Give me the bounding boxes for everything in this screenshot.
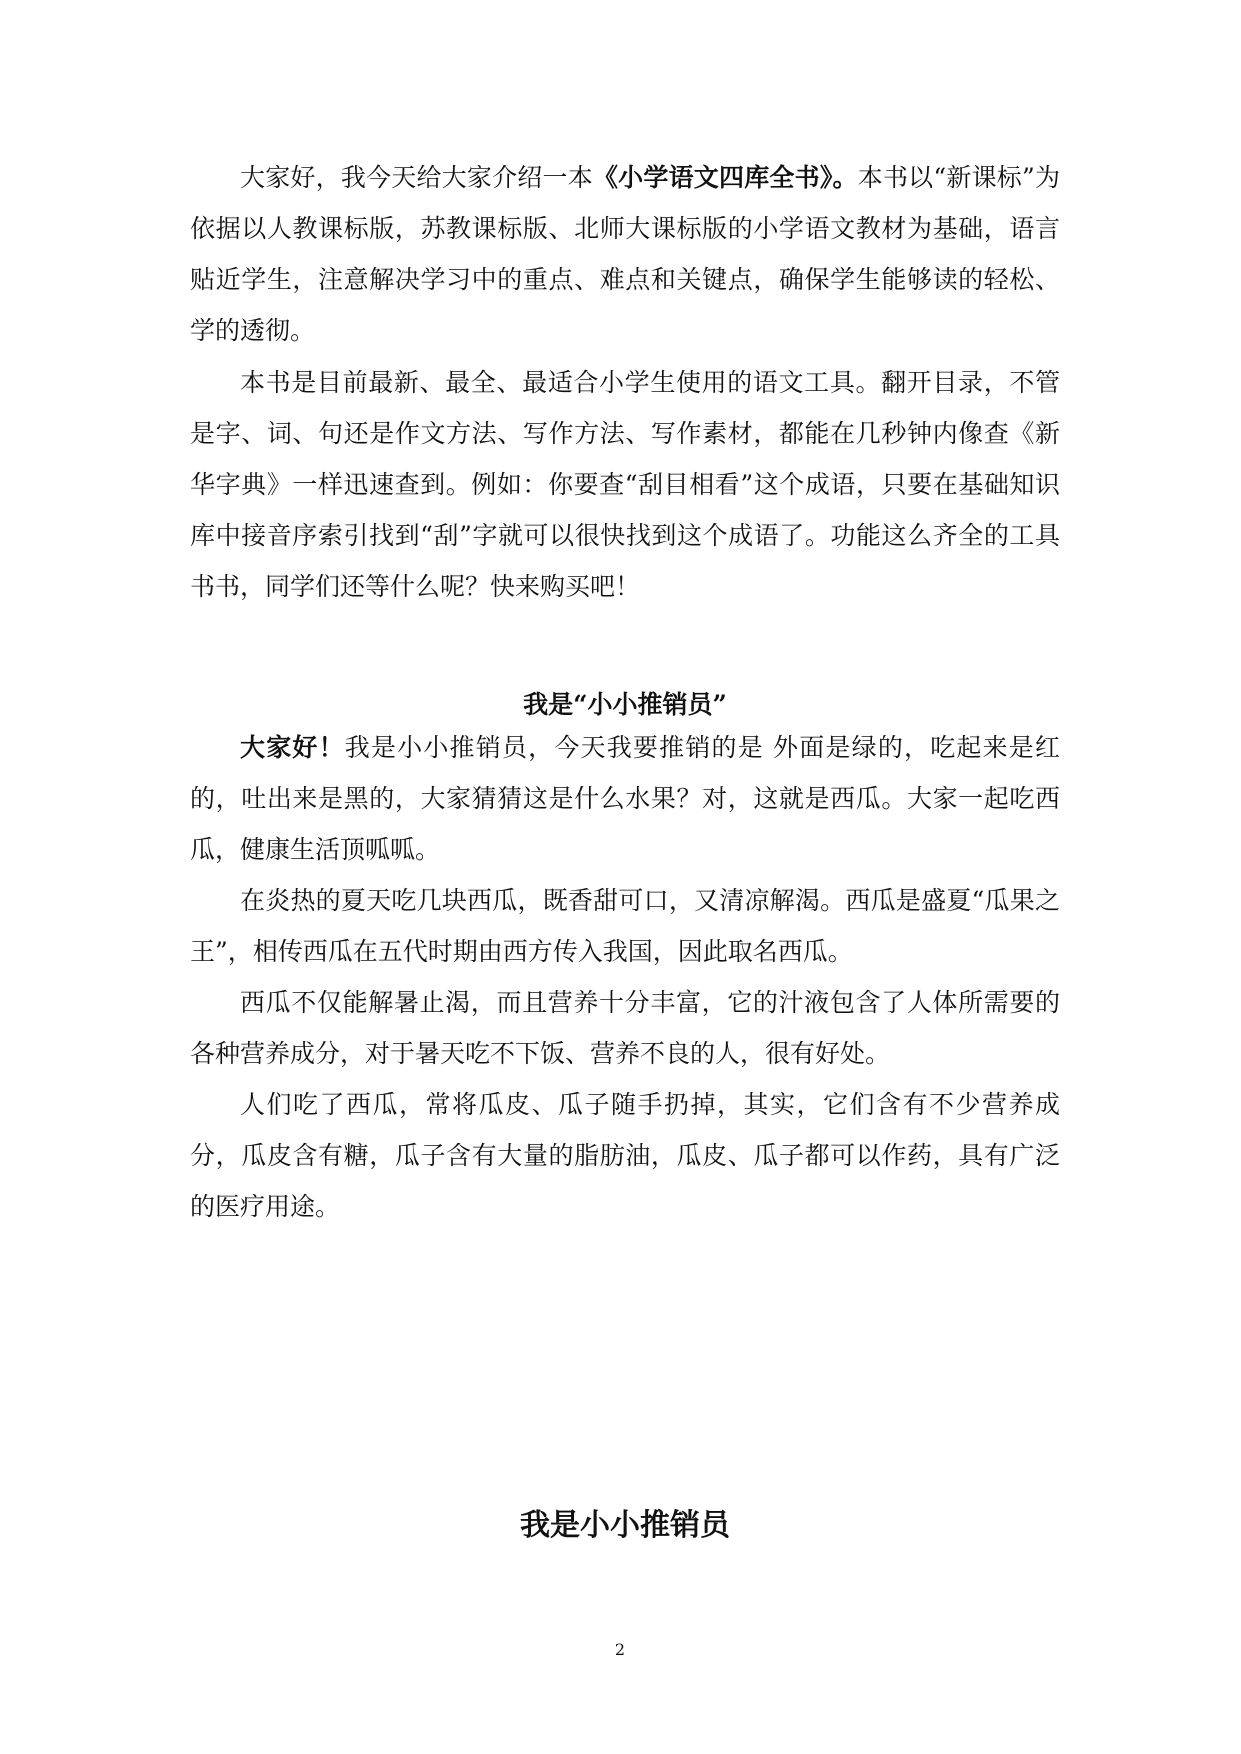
intro-text-rest: 本书以“新课标”为依据以人教课标版，苏教课标版、北师大课标版的小学语文教材为基础，语言贴近学生，注意解决学习中的重点、难点和关键点，确保学生能够读的轻松、学的透彻。 [190,163,1060,345]
section-heading-salesperson: 我是“小小推销员” [523,690,727,719]
greeting: 大家好！ [240,733,345,762]
page-number: 2 [614,1640,626,1659]
second-title: 我是小小推销员 [520,1508,730,1543]
intro-text-start: 大家好，我今天给大家介绍一本 [240,163,593,192]
book-title: 《小学语文四库全书》。 [592,163,858,192]
watermelon-nutrition-paragraph: 西瓜不仅能解暑止渴，而且营养十分丰富，它的汁液包含了人体所需要的各种营养成分，对于暑天吃不下饭、营养不良的人，很有好处。 [190,988,1060,1068]
watermelon-uses-paragraph: 人们吃了西瓜，常将瓜皮、瓜子随手扔掉，其实，它们含有不少营养成分，瓜皮含有糖，瓜子含有大量的脂肪油，瓜皮、瓜子都可以作药，具有广泛的医疗用途。 [190,1090,1060,1221]
intro-paragraph [190,152,1060,356]
watermelon-summer-paragraph: 在炎热的夏天吃几块西瓜，既香甜可口，又清凉解渴。西瓜是盛夏“瓜果之王”，相传西瓜在五代时期由西方传入我国，因此取名西瓜。 [190,886,1060,966]
book-features-paragraph: 本书是目前最新、最全、最适合小学生使用的语文工具。翻开目录，不管是字、词、句还是作文方法、写作方法、写作素材，都能在几秒钟内像查《新华字典》一样迅速查到。例如：你要查“刮目相看”这个成语，只要在基础知识库中接音序索引找到“刮”字就可以很快找到这个成语了。功能这么齐全的工具书书，同学们还等什么呢？快来购买吧！ [190,368,1060,601]
watermelon-intro-text: 我是小小推销员，今天我要推销的是 外面是绿的，吃起来是红的，吐出来是黑的，大家猜猜这是什么水果？对，这就是西瓜。大家一起吃西瓜，健康生活顶呱呱。 [190,733,1060,864]
watermelon-intro-paragraph [190,722,1060,875]
